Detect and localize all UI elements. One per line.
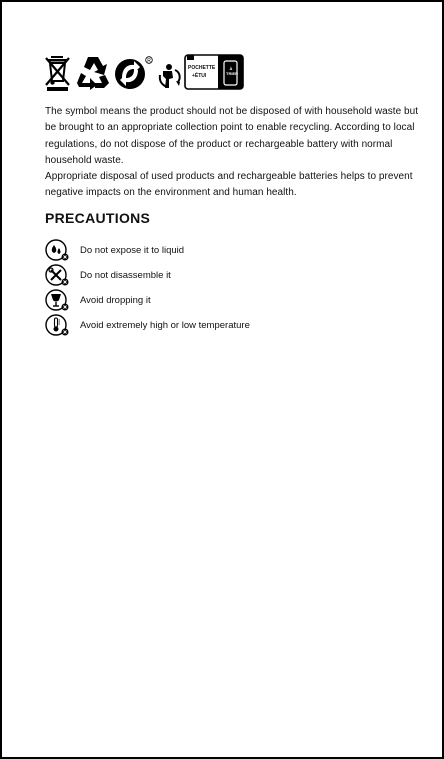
badge-label-1: POCHETTE [188,65,216,71]
precaution-item-disassemble [45,263,250,288]
environment-paragraph: Appropriate disposal of used products and rechargeable batteries helps to prevent negative impacts on the environment and human health. [45,171,413,199]
disposal-paragraph: The symbol means the product should not be disposed of with household waste but be brought to an appropriate collection point to enable recycling. According to local regulations, do not dispose of the product or rechargeable battery with normal household waste. [45,106,419,167]
precaution-item-dropping [45,288,250,313]
precautions-list [45,238,250,338]
badge-side-label: À TRIER [226,66,238,76]
precautions-heading: PRECAUTIONS [45,210,151,226]
precaution-text: Do not expose it to liquid [80,245,185,256]
broken-glass-icon [45,289,71,313]
precaution-text: Do not disassemble it [80,270,171,281]
triman-icon [158,62,182,90]
info-tri-badge [184,54,244,90]
precaution-item-liquid [45,238,250,263]
precaution-text: Avoid dropping it [80,295,151,306]
svg-text:R: R [147,58,151,64]
precaution-text: Avoid extremely high or low temperature [80,320,250,331]
badge-label-2: +ÉTUI [192,73,207,79]
green-dot-icon [114,54,154,94]
tools-icon [45,264,71,288]
liquid-drops-icon [45,239,71,263]
crossed-bin-icon [44,54,71,92]
thermometer-icon [45,314,71,338]
precaution-item-temperature [45,313,250,338]
recycle-arrows-icon [76,54,110,90]
disposal-logos [44,52,244,92]
